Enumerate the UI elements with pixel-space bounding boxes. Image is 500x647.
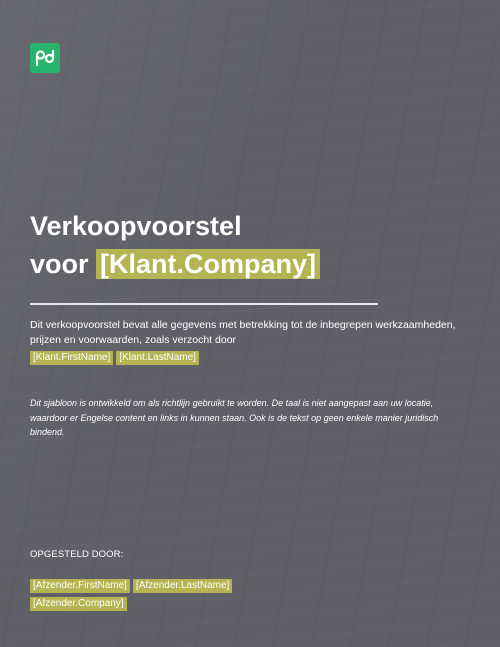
description-body: Dit verkoopvoorstel bevat alle gegevens met betrekking tot de inbegrepen werkzaamheden, prijzen en voorwaarden, zoals verzocht door [30, 319, 456, 346]
sender-company-tag[interactable]: [Afzender.Company] [30, 597, 127, 611]
title-line-2 [30, 245, 320, 283]
sender-firstname-tag[interactable]: [Afzender.FirstName] [30, 579, 130, 593]
title-divider [30, 303, 378, 305]
client-company-tag[interactable]: [Klant.Company] [96, 249, 320, 279]
sender-lastname-tag[interactable]: [Afzender.LastName] [133, 579, 232, 593]
client-firstname-tag[interactable]: [Klant.FirstName] [30, 351, 113, 365]
title-line-1: Verkoopvoorstel [30, 211, 242, 241]
page-title [30, 207, 320, 283]
prepared-by-label: OPGESTELD DOOR: [30, 549, 124, 560]
pandadoc-logo-icon [30, 43, 60, 73]
sender-name-row [30, 575, 430, 593]
title-prefix: voor [30, 249, 89, 279]
sender-tags [30, 575, 430, 611]
client-name-tags [30, 350, 470, 365]
sender-company-row [30, 593, 430, 611]
description-text [30, 318, 470, 365]
client-lastname-tag[interactable]: [Klant.LastName] [116, 351, 199, 365]
template-disclaimer: Dit sjabloon is ontwikkeld om als richtlijn gebruikt te worden. De taal is niet aangepast aan uw locatie, waardoor er Engelse content en links in kunnen staan. Ook is de tekst op geen enkele manier juridisch bindend. [30, 398, 439, 437]
